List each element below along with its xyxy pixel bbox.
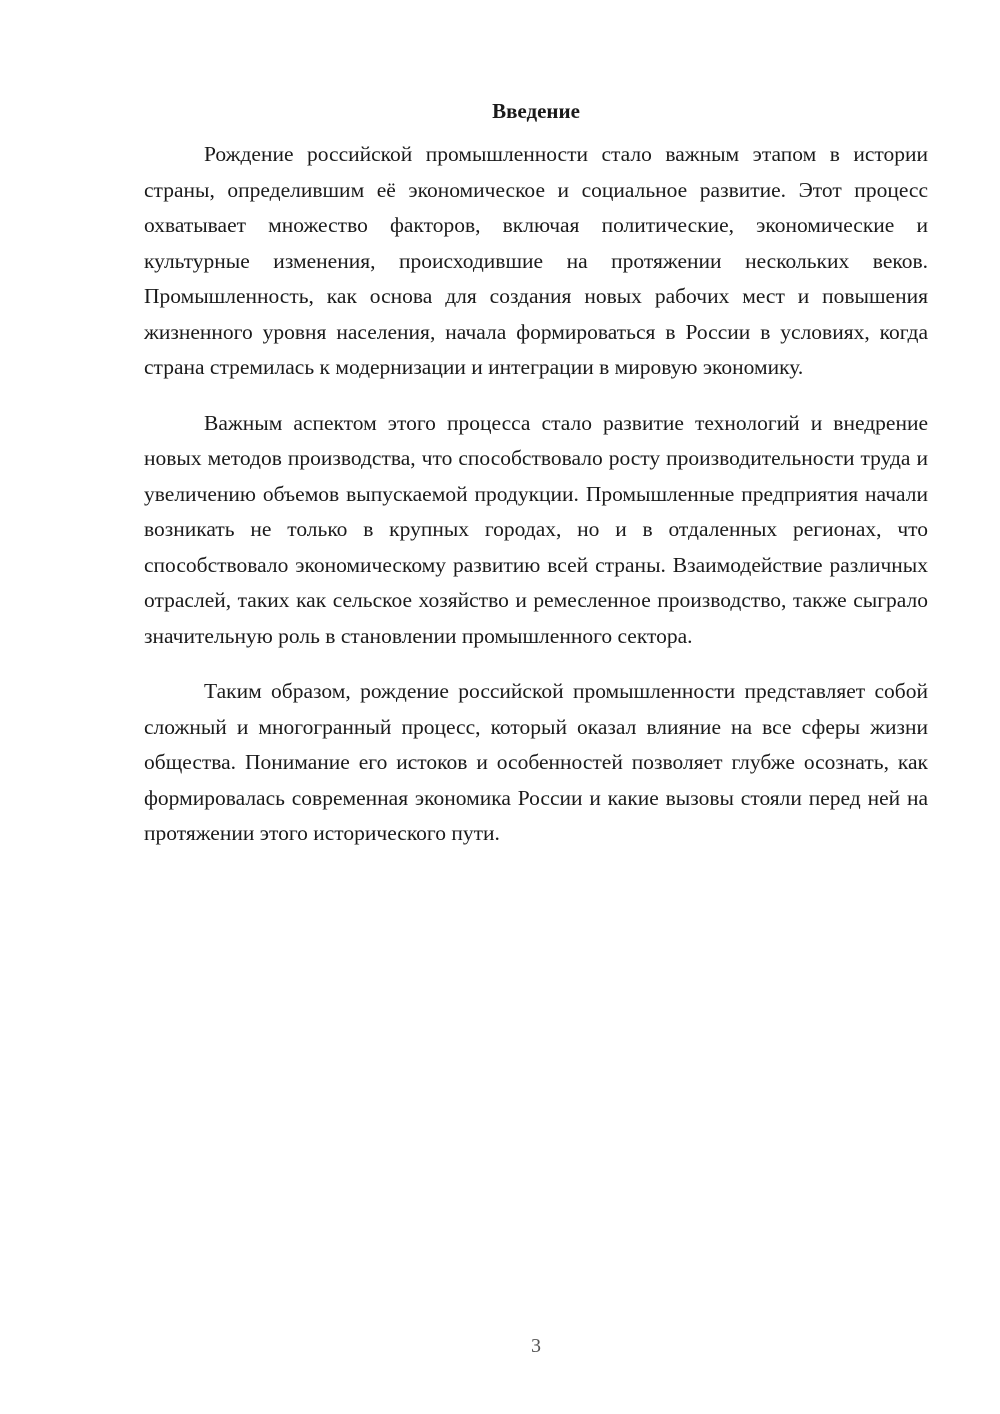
page-content [144,95,928,872]
page-number: 3 [531,1335,541,1357]
paragraph-1: Рождение российской промышленности стало важным этапом в истории страны, определившим её экономическое и социальное развитие. Этот процесс охватывает множество факторов, включая политические, экономические и культурные изменения, происходившие на протяжении нескольких веков. Промышленность, как основа для создания новых рабочих мест и повышения жизненного уровня населения, начала формироваться в России в условиях, когда страна стремилась к модернизации и интеграции в мировую экономику. [144,142,928,379]
paragraph-3: Таким образом, рождение российской промышленности представляет собой сложный и многогранный процесс, который оказал влияние на все сферы жизни общества. Понимание его истоков и особенностей позволяет глубже осознать, как формировалась современная экономика России и какие вызовы стояли перед ней на протяжении этого исторического пути. [144,679,928,845]
section-heading: Введение [492,99,580,123]
paragraph-2: Важным аспектом этого процесса стало развитие технологий и внедрение новых методов производства, что способствовало росту производительности труда и увеличению объемов выпускаемой продукции. Промышленные предприятия начали возникать не только в крупных городах, но и в отдаленных регионах, что способствовало экономическому развитию всей страны. Взаимодействие различных отраслей, таких как сельское хозяйство и ремесленное производство, также сыграло значительную роль в становлении промышленного сектора. [144,410,928,648]
